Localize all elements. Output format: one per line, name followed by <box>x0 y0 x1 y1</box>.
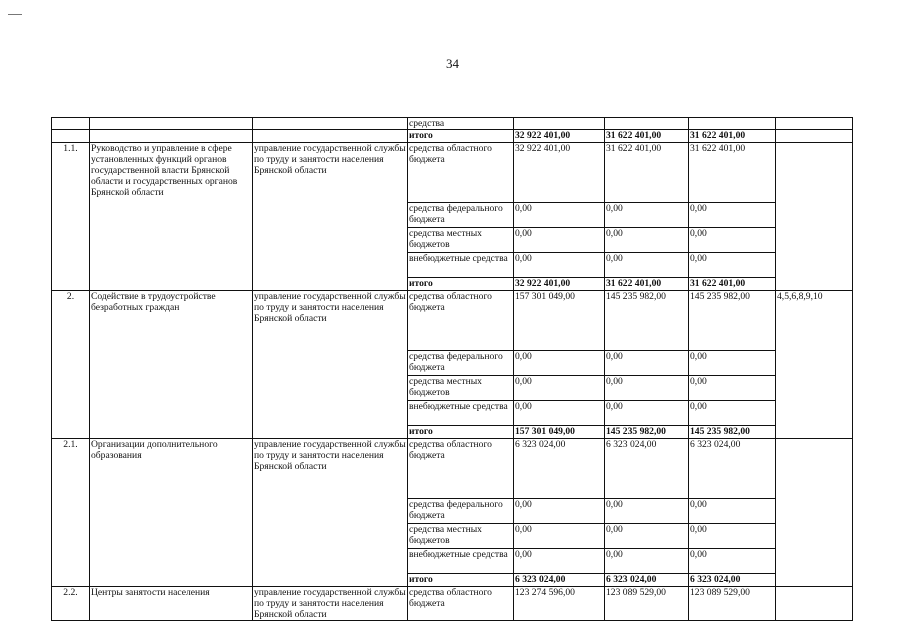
table-body <box>52 118 853 621</box>
funding-amount-year-3: 123 089 529,00 <box>689 587 776 621</box>
funding-amount-year-2: 0,00 <box>605 524 689 549</box>
funding-amount-year-2: 0,00 <box>605 203 689 228</box>
indicator-numbers <box>776 439 853 587</box>
funding-amount-year-3: 145 235 982,00 <box>689 426 776 439</box>
funding-source: средства областного бюджета <box>408 439 514 499</box>
indicator-numbers <box>776 143 853 291</box>
funding-source: средства местных бюджетов <box>408 376 514 401</box>
funding-amount-year-3: 31 622 401,00 <box>689 278 776 291</box>
funding-amount-year-1: 6 323 024,00 <box>514 439 605 499</box>
row-number: 2. <box>52 291 90 439</box>
funding-amount-year-2: 6 323 024,00 <box>605 439 689 499</box>
funding-amount-year-3: 6 323 024,00 <box>689 574 776 587</box>
funding-amount-year-3: 0,00 <box>689 253 776 278</box>
funding-amount-year-2: 0,00 <box>605 351 689 376</box>
row-number: 2.2. <box>52 587 90 621</box>
row-number: 2.1. <box>52 439 90 587</box>
executor-cell <box>253 118 408 130</box>
funding-source: итого <box>408 278 514 291</box>
funding-source: итого <box>408 426 514 439</box>
scan-corner-mark <box>8 14 22 15</box>
funding-amount-year-2: 123 089 529,00 <box>605 587 689 621</box>
funding-amount-year-1: 157 301 049,00 <box>514 291 605 351</box>
indicator-numbers <box>776 587 853 621</box>
funding-source: внебюджетные средства <box>408 401 514 426</box>
funding-amount-year-3: 0,00 <box>689 549 776 574</box>
funding-amount-year-1: 0,00 <box>514 401 605 426</box>
table-row <box>52 118 853 130</box>
table-row <box>52 439 853 499</box>
funding-amount-year-2: 6 323 024,00 <box>605 574 689 587</box>
funding-amount-year-2: 0,00 <box>605 499 689 524</box>
funding-amount-year-2: 0,00 <box>605 401 689 426</box>
responsible-executor: управление государственной службы по труду и занятости населения Брянской области <box>253 439 408 587</box>
row-number: 1.1. <box>52 143 90 291</box>
funding-amount-year-1: 157 301 049,00 <box>514 426 605 439</box>
table-row <box>52 143 853 203</box>
funding-amount-year-2: 0,00 <box>605 253 689 278</box>
funding-source: средства областного бюджета <box>408 143 514 203</box>
funding-amount-year-1: 0,00 <box>514 351 605 376</box>
measure-name-cell <box>90 130 253 143</box>
funding-amount-year-1: 0,00 <box>514 253 605 278</box>
table-row <box>52 587 853 621</box>
funding-source: средства <box>408 118 514 130</box>
funding-amount-year-1: 0,00 <box>514 376 605 401</box>
indicator-numbers <box>776 130 853 143</box>
funding-amount-year-3: 0,00 <box>689 401 776 426</box>
funding-amount-year-3: 0,00 <box>689 499 776 524</box>
funding-source: итого <box>408 574 514 587</box>
funding-amount-year-1: 0,00 <box>514 203 605 228</box>
budget-table <box>51 117 853 621</box>
funding-amount-year-2: 145 235 982,00 <box>605 426 689 439</box>
funding-amount-year-3: 145 235 982,00 <box>689 291 776 351</box>
funding-amount-year-1: 0,00 <box>514 499 605 524</box>
funding-amount-year-1: 0,00 <box>514 228 605 253</box>
funding-amount-year-1: 6 323 024,00 <box>514 574 605 587</box>
funding-amount-year-3: 0,00 <box>689 524 776 549</box>
indicator-numbers: 4,5,6,8,9,10 <box>776 291 853 439</box>
table-row <box>52 291 853 351</box>
measure-name: Организации дополнительного образования <box>90 439 253 587</box>
page-number: 34 <box>446 56 459 71</box>
funding-source: средства местных бюджетов <box>408 524 514 549</box>
responsible-executor: управление государственной службы по труду и занятости населения Брянской области <box>253 291 408 439</box>
measure-name: Руководство и управление в сфере установленных функций органов государственной власти Брянской области и государственных органов Брянской области <box>90 143 253 291</box>
indicator-numbers <box>776 118 853 130</box>
funding-amount-year-3: 0,00 <box>689 228 776 253</box>
funding-amount-year-3: 0,00 <box>689 351 776 376</box>
funding-amount-year-3 <box>689 118 776 130</box>
funding-source: средства местных бюджетов <box>408 228 514 253</box>
funding-amount-year-1: 32 922 401,00 <box>514 143 605 203</box>
funding-amount-year-1: 32 922 401,00 <box>514 278 605 291</box>
funding-amount-year-1: 0,00 <box>514 549 605 574</box>
responsible-executor: управление государственной службы по труду и занятости населения Брянской области <box>253 143 408 291</box>
measure-name: Центры занятости населения <box>90 587 253 621</box>
funding-amount-year-1 <box>514 118 605 130</box>
funding-amount-year-2: 31 622 401,00 <box>605 278 689 291</box>
funding-amount-year-2: 145 235 982,00 <box>605 291 689 351</box>
responsible-executor: управление государственной службы по труду и занятости населения Брянской области <box>254 587 406 620</box>
funding-source: средства областного бюджета <box>408 587 514 621</box>
funding-amount-year-2: 31 622 401,00 <box>605 130 689 143</box>
funding-amount-year-1: 0,00 <box>514 524 605 549</box>
funding-amount-year-1: 123 274 596,00 <box>514 587 605 621</box>
funding-source: внебюджетные средства <box>408 549 514 574</box>
funding-amount-year-2: 31 622 401,00 <box>605 143 689 203</box>
row-number-cell <box>52 130 90 143</box>
funding-amount-year-3: 31 622 401,00 <box>689 143 776 203</box>
funding-amount-year-3: 6 323 024,00 <box>689 439 776 499</box>
funding-amount-year-2: 0,00 <box>605 549 689 574</box>
measure-name: Содействие в трудоустройстве безработных граждан <box>90 291 253 439</box>
funding-amount-year-1: 32 922 401,00 <box>514 130 605 143</box>
funding-source: итого <box>408 130 514 143</box>
funding-amount-year-2: 0,00 <box>605 228 689 253</box>
funding-amount-year-3: 0,00 <box>689 376 776 401</box>
funding-amount-year-3: 0,00 <box>689 203 776 228</box>
funding-amount-year-2 <box>605 118 689 130</box>
funding-source: средства федерального бюджета <box>408 499 514 524</box>
funding-source: средства областного бюджета <box>408 291 514 351</box>
funding-source: внебюджетные средства <box>408 253 514 278</box>
measure-name-cell <box>90 118 253 130</box>
funding-amount-year-3: 31 622 401,00 <box>689 130 776 143</box>
funding-amount-year-2: 0,00 <box>605 376 689 401</box>
table-row <box>52 130 853 143</box>
executor-cell <box>253 130 408 143</box>
row-number-cell <box>52 118 90 130</box>
funding-source: средства федерального бюджета <box>408 351 514 376</box>
funding-source: средства федерального бюджета <box>408 203 514 228</box>
